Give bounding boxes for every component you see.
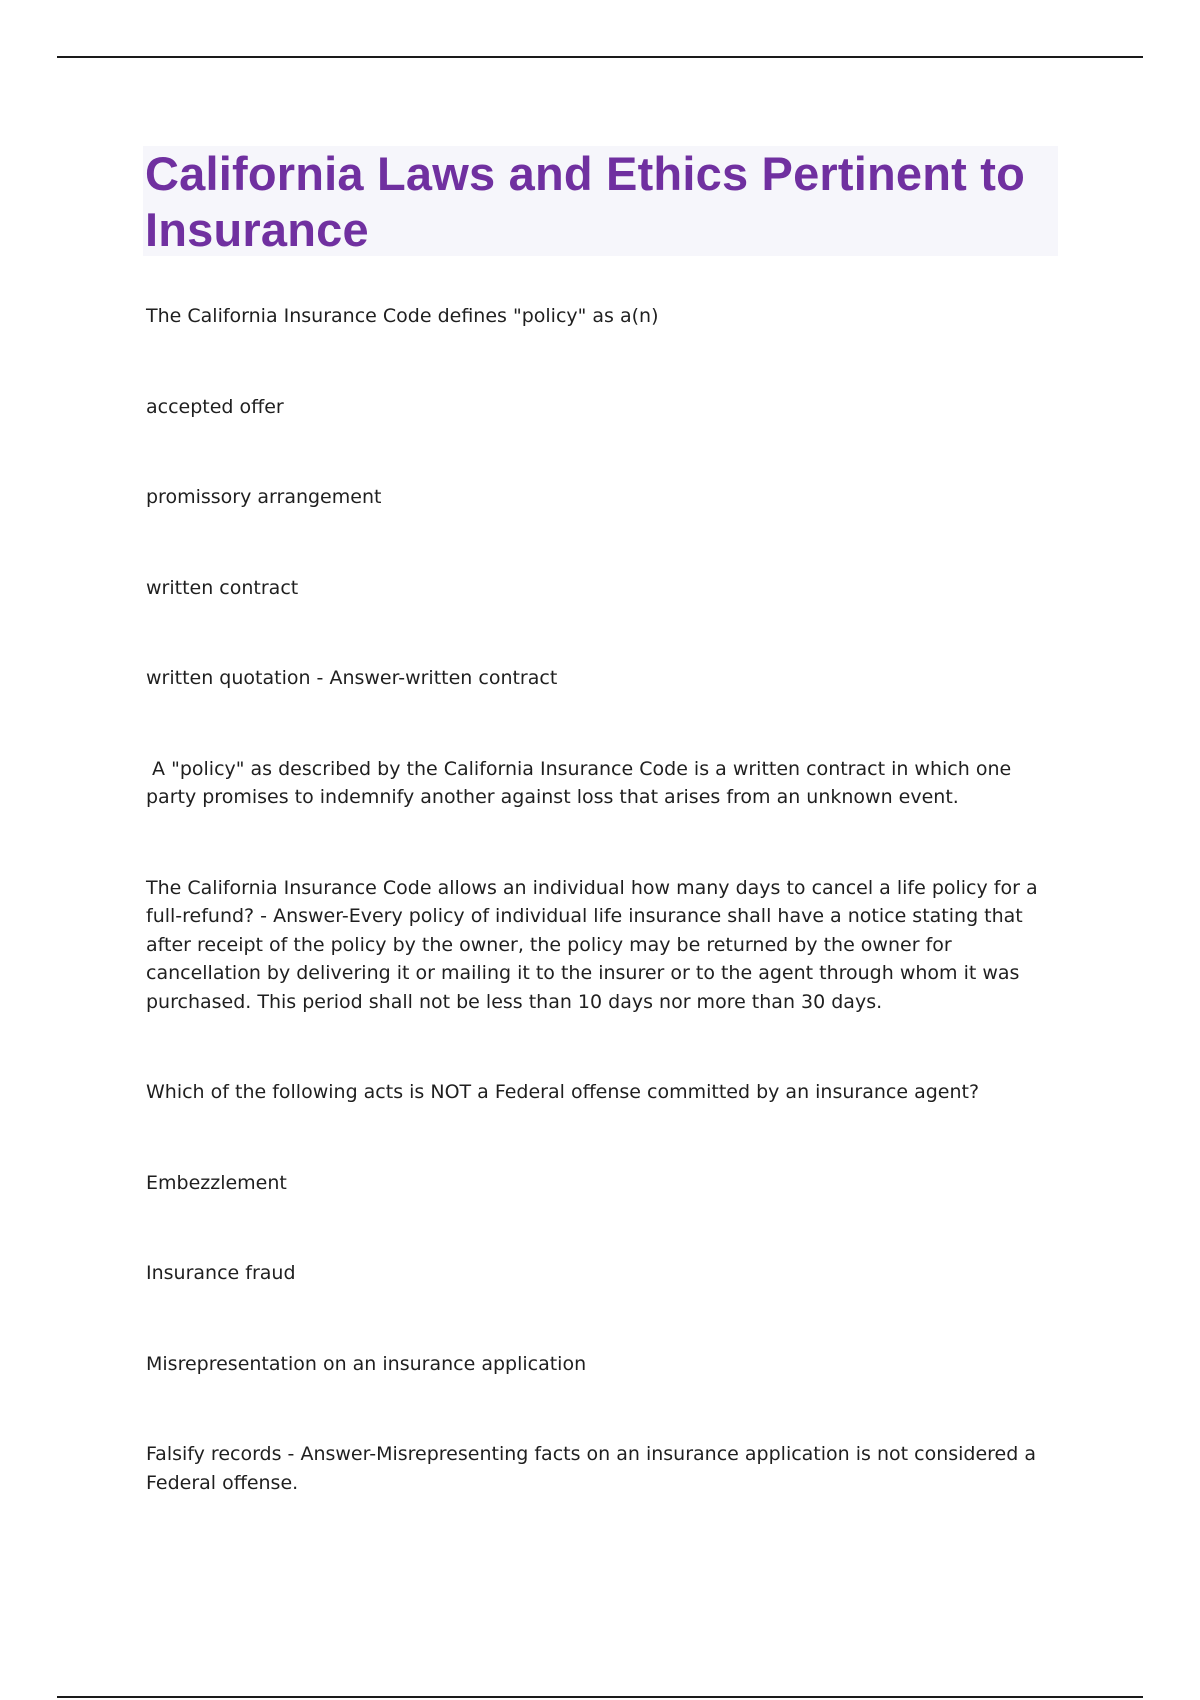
explanation-text: A "policy" as described by the California Insurance Code is a written contract in which one party promises to indemnify another against loss that arises from an unknown event. xyxy=(146,757,1018,808)
document-title: California Laws and Ethics Pertinent to Insurance xyxy=(145,147,1026,256)
answer-option: Embezzlement xyxy=(146,1171,287,1194)
question-with-answer: The California Insurance Code allows an individual how many days to cancel a life policy for a full-refund? - Answer-Every policy of individual life insurance shall have a notice stating that after receipt of the policy by the owner, the policy may be returned by the owner for cancellation by delivering it or mailing it to the insurer or to the agent through whom it was purchased. This period shall not be less than 10 days nor more than 30 days. xyxy=(146,876,1038,1013)
top-divider xyxy=(57,56,1143,58)
answer-option-with-answer: Falsify records - Answer-Misrepresenting facts on an insurance application is not considered a Federal offense. xyxy=(146,1443,1036,1494)
answer-option: written contract xyxy=(146,576,299,599)
document-body xyxy=(146,302,1062,1497)
answer-option: Insurance fraud xyxy=(146,1262,296,1284)
answer-option: accepted offer xyxy=(146,395,284,418)
answer-option: Misrepresentation on an insurance application xyxy=(146,1352,587,1375)
title-banner xyxy=(143,146,1058,256)
answer-option: promissory arrangement xyxy=(146,486,382,508)
question-text: The California Insurance Code defines "policy" as a(n) xyxy=(146,305,659,327)
answer-option-with-answer: written quotation - Answer-written contract xyxy=(146,667,558,689)
bottom-divider xyxy=(57,1696,1143,1698)
question-text: Which of the following acts is NOT a Federal offense committed by an insurance agent? xyxy=(146,1081,980,1103)
